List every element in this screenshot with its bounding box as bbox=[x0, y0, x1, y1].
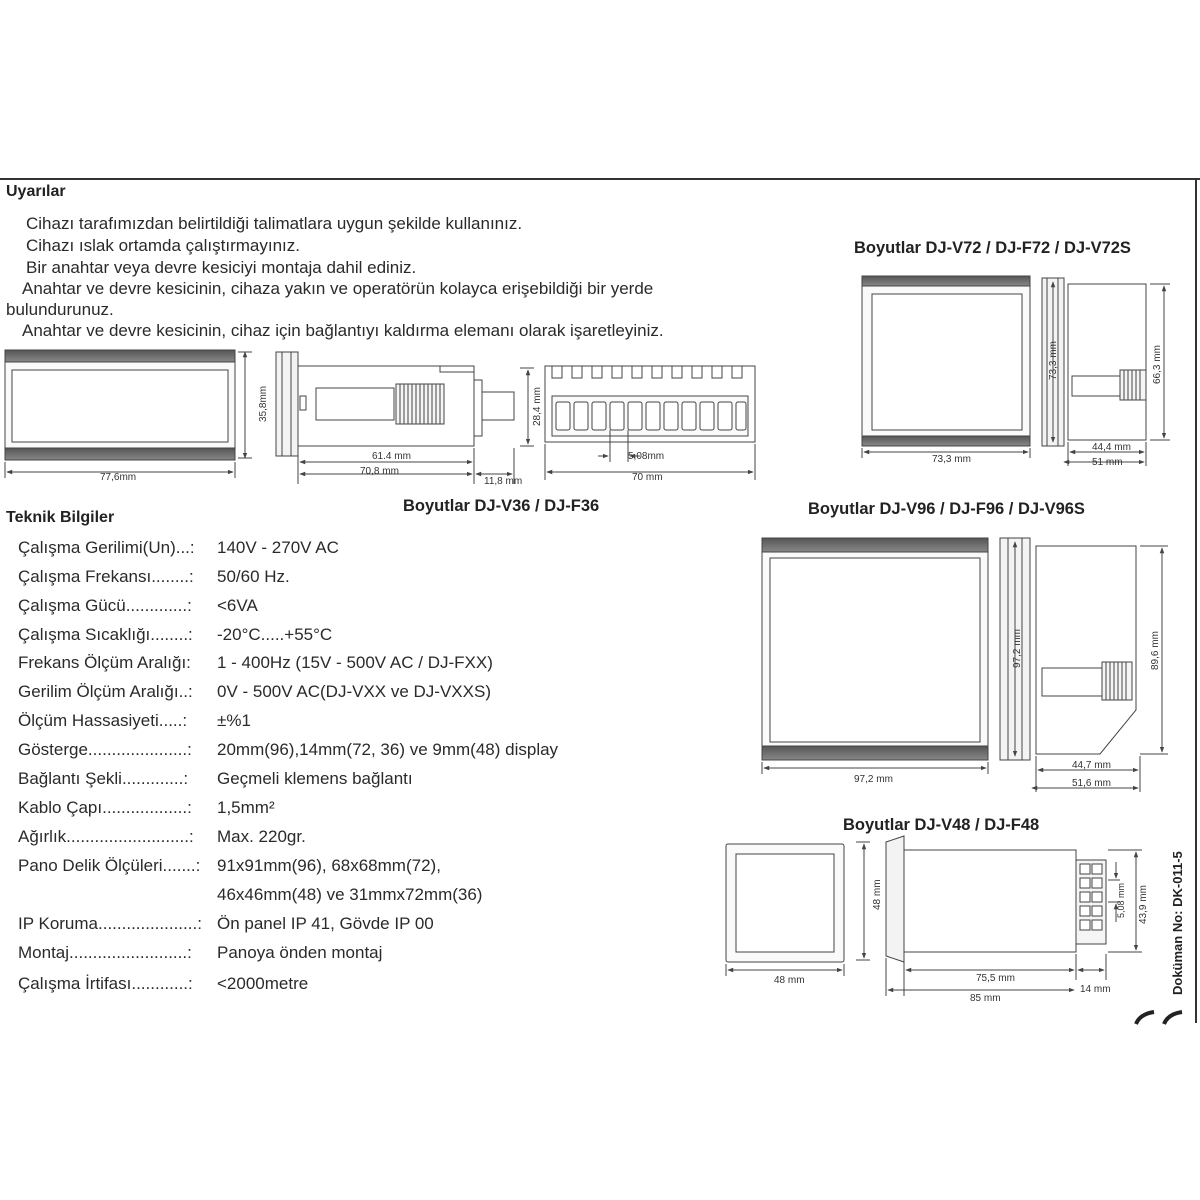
v48-side-view bbox=[856, 836, 1142, 996]
v96-front-height-label: 97,2 mm bbox=[1012, 629, 1023, 668]
warning-item: Bir anahtar veya devre kesiciyi montaja dahil ediniz. bbox=[26, 258, 417, 277]
v72-side-view bbox=[1042, 278, 1170, 466]
spec-key: Kablo Çapı..................: bbox=[18, 798, 192, 817]
spec-key: Çalışma Sıcaklığı........: bbox=[18, 625, 193, 644]
v96-side-view bbox=[1000, 538, 1168, 792]
spec-key: Frekans Ölçüm Aralığı: bbox=[18, 653, 191, 672]
spec-value: <6VA bbox=[217, 596, 258, 615]
warnings-title: Uyarılar bbox=[6, 183, 66, 200]
spec-key: Çalışma İrtifası............: bbox=[18, 974, 193, 993]
v96-front-view bbox=[762, 538, 988, 774]
v96-total-depth-label: 51,6 mm bbox=[1072, 778, 1111, 789]
spec-value: 1 - 400Hz (15V - 500V AC / DJ-FXX) bbox=[217, 653, 493, 672]
v72-front-width-label: 73,3 mm bbox=[932, 454, 971, 465]
spec-value: 50/60 Hz. bbox=[217, 567, 290, 586]
spec-value: 1,5mm² bbox=[217, 798, 275, 817]
spec-value: Max. 220gr. bbox=[217, 827, 306, 846]
spec-key: Gösterge.....................: bbox=[18, 740, 192, 759]
spec-value: ±%1 bbox=[217, 711, 251, 730]
v48-body-depth-label: 75,5 mm bbox=[976, 973, 1015, 984]
spec-key: Montaj.........................: bbox=[18, 943, 192, 962]
v48-front-width-label: 48 mm bbox=[774, 975, 805, 986]
spec-value: 140V - 270V AC bbox=[217, 538, 339, 557]
technical-title: Teknik Bilgiler bbox=[6, 509, 115, 526]
document-number: Doküman No: DK-011-5 bbox=[1170, 851, 1185, 995]
warning-item: bulundurunuz. bbox=[6, 300, 114, 319]
spec-key: Pano Delik Ölçüleri.......: bbox=[18, 856, 201, 875]
spec-key: Gerilim Ölçüm Aralığı..: bbox=[18, 682, 193, 701]
spec-value: -20°C.....+55°C bbox=[217, 625, 333, 644]
dim-title-v72: Boyutlar DJ-V72 / DJ-F72 / DJ-V72S bbox=[854, 239, 1131, 257]
warning-item: Cihazı ıslak ortamda çalıştırmayınız. bbox=[26, 236, 300, 255]
v48-terminal-pitch-label: 5,08 mm bbox=[1116, 882, 1126, 918]
warning-item: Anahtar ve devre kesicinin, cihaza yakın ve operatörün kolayca erişebildiği bir yerde bbox=[22, 279, 654, 298]
spec-value: Geçmeli klemens bağlantı bbox=[217, 769, 413, 788]
v36-side-extra-label: 11,8 mm bbox=[484, 476, 523, 487]
spec-value: Panoya önden montaj bbox=[217, 943, 383, 962]
spec-key: Çalışma Gücü.............: bbox=[18, 596, 192, 615]
v72-total-depth-label: 51 mm bbox=[1092, 457, 1123, 468]
spec-value: <2000metre bbox=[217, 974, 309, 993]
v72-body-depth-label: 44,4 mm bbox=[1092, 442, 1131, 453]
v48-front-view bbox=[726, 844, 844, 976]
v96-body-depth-label: 44,7 mm bbox=[1072, 760, 1111, 771]
spec-key: Bağlantı Şekli.............: bbox=[18, 769, 189, 788]
v36-terminal-view bbox=[545, 366, 755, 480]
v36-front-view bbox=[5, 350, 252, 478]
spec-value: 20mm(96),14mm(72, 36) ve 9mm(48) display bbox=[217, 740, 559, 759]
v36-side-body-label: 61.4 mm bbox=[372, 451, 411, 462]
v48-body-height-label: 43,9 mm bbox=[1138, 885, 1149, 924]
warning-item: Anahtar ve devre kesicinin, cihaz için bağlantıyı kaldırma elemanı olarak işaretleyiniz. bbox=[22, 321, 664, 340]
spec-key: Çalışma Gerilimi(Un)...: bbox=[18, 538, 195, 557]
spec-key: Çalışma Frekansı........: bbox=[18, 567, 194, 586]
spec-key: Ölçüm Hassasiyeti.....: bbox=[18, 711, 188, 730]
spec-key: Ağırlık..........................: bbox=[18, 827, 194, 846]
spec-value: 46x46mm(48) ve 31mmx72mm(36) bbox=[217, 885, 483, 904]
v72-body-height-label: 66,3 mm bbox=[1152, 345, 1163, 384]
v36-side-total-label: 70,8 mm bbox=[360, 466, 399, 477]
dim-title-v48: Boyutlar DJ-V48 / DJ-F48 bbox=[843, 816, 1040, 834]
v96-body-height-label: 89,6 mm bbox=[1150, 631, 1161, 670]
v96-front-width-label: 97,2 mm bbox=[854, 774, 893, 785]
dim-title-v36: Boyutlar DJ-V36 / DJ-F36 bbox=[403, 497, 600, 515]
v36-terminal-width-label: 70 mm bbox=[632, 472, 663, 483]
spec-value: Ön panel IP 41, Gövde IP 00 bbox=[217, 914, 434, 933]
v48-total-depth-label: 85 mm bbox=[970, 993, 1001, 1004]
v36-front-height-label: 35,8mm bbox=[258, 385, 269, 422]
v36-front-width-label: 77,6mm bbox=[100, 472, 137, 483]
v48-terminal-depth-label: 14 mm bbox=[1080, 984, 1111, 995]
spec-value: 91x91mm(96), 68x68mm(72), bbox=[217, 856, 441, 875]
v72-front-view bbox=[862, 276, 1030, 458]
warning-item: Cihazı tarafımızdan belirtildiği talimatlara uygun şekilde kullanınız. bbox=[26, 214, 523, 233]
v48-front-height-label: 48 mm bbox=[872, 879, 883, 910]
ce-mark-fragment bbox=[1136, 1012, 1182, 1024]
spec-key: IP Koruma.....................: bbox=[18, 914, 202, 933]
spec-value: 0V - 500V AC(DJ-VXX ve DJ-VXXS) bbox=[217, 682, 491, 701]
v36-side-view bbox=[276, 352, 534, 484]
v36-terminal-pitch-label: 5,08mm bbox=[628, 451, 665, 462]
dim-title-v96: Boyutlar DJ-V96 / DJ-F96 / DJ-V96S bbox=[808, 500, 1085, 518]
v72-front-height-label: 73,3 mm bbox=[1048, 341, 1059, 380]
v36-side-height-label: 28,4 mm bbox=[532, 387, 543, 426]
